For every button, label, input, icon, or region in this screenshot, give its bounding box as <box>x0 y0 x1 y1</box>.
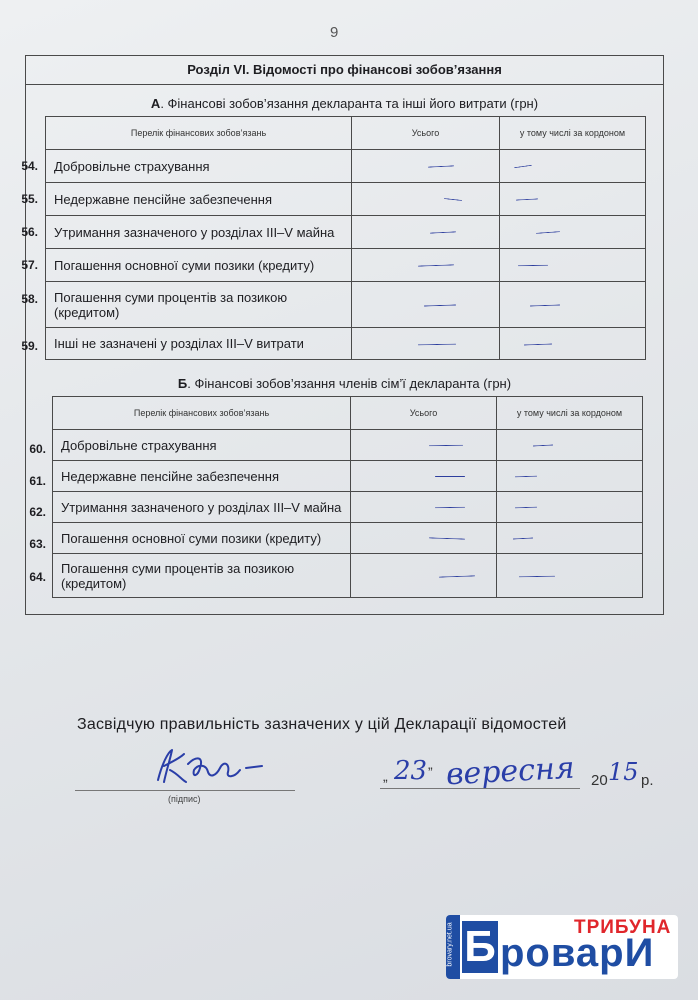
dash-mark <box>530 304 560 306</box>
dash-mark <box>435 476 465 477</box>
row-label: Добровільне страхування <box>46 150 352 183</box>
table-row <box>53 554 643 598</box>
table-row <box>53 523 643 554</box>
date-day: 23 <box>394 756 428 786</box>
part-a-letter: А <box>150 96 161 111</box>
dash-mark <box>429 445 463 447</box>
logo-side-strip <box>446 915 460 979</box>
year-end: р. <box>641 772 654 789</box>
dash-mark <box>514 165 532 168</box>
part-b-table <box>52 396 643 598</box>
dash-mark <box>428 165 454 167</box>
abroad-cell <box>500 216 646 249</box>
total-cell <box>351 430 497 461</box>
certification-text: Засвідчую правильність зазначених у цій Декларації відомостей <box>77 716 567 733</box>
date-line <box>380 788 580 789</box>
header-list: Перелік фінансових зобов’язань <box>46 117 352 150</box>
signature-line <box>75 790 295 791</box>
page-number: 9 <box>330 24 339 41</box>
abroad-cell <box>497 430 643 461</box>
dash-mark <box>429 537 465 539</box>
row-number: 56. <box>21 225 38 239</box>
header-total: Усього <box>352 117 500 150</box>
header-abroad: у тому числі за кордоном <box>497 397 643 430</box>
dash-mark <box>533 444 553 446</box>
total-cell <box>352 328 500 360</box>
abroad-cell <box>497 554 643 598</box>
table-row <box>46 282 646 328</box>
row-number: 55. <box>21 192 38 206</box>
abroad-cell <box>497 461 643 492</box>
row-label: Недержавне пенсійне забезпечення <box>46 183 352 216</box>
part-b-letter: Б <box>177 376 188 391</box>
row-label: Добровільне страхування <box>53 430 351 461</box>
year-prefix: 20 <box>591 772 608 789</box>
row-label: Погашення основної суми позики (кредиту) <box>46 249 352 282</box>
abroad-cell <box>500 249 646 282</box>
abroad-cell <box>500 328 646 360</box>
logo-site: brovary.net.ua <box>446 922 454 967</box>
date-close-quote: ” <box>428 764 433 780</box>
abroad-cell <box>497 492 643 523</box>
row-label: Погашення основної суми позики (кредиту) <box>53 523 351 554</box>
total-cell <box>351 492 497 523</box>
row-label: Інші не зазначені у розділах III–V витрати <box>46 328 352 360</box>
row-number: 63. <box>29 537 46 551</box>
dash-mark <box>439 575 475 577</box>
table-row <box>46 216 646 249</box>
row-number: 61. <box>29 474 46 488</box>
abroad-cell <box>500 282 646 328</box>
dash-mark <box>444 198 462 201</box>
signature-caption: (підпис) <box>168 794 201 804</box>
part-b-title-text: . Фінансові зобов’язання членів сім’ї декларанта (грн) <box>187 376 512 391</box>
table-row <box>53 430 643 461</box>
header-list: Перелік фінансових зобов’язань <box>53 397 351 430</box>
logo-letter: Б <box>462 921 498 973</box>
abroad-cell <box>500 150 646 183</box>
logo-main-text: роварИ <box>500 931 655 975</box>
table-row <box>46 249 646 282</box>
row-number: 57. <box>21 258 38 272</box>
row-label: Утримання зазначеного у розділах III–V майна <box>46 216 352 249</box>
dash-mark <box>435 507 465 509</box>
row-number: 62. <box>29 505 46 519</box>
section-frame <box>21 55 664 615</box>
total-cell <box>352 249 500 282</box>
dash-mark <box>516 198 538 200</box>
dash-mark <box>515 476 537 478</box>
dash-mark <box>424 304 456 306</box>
dash-mark <box>430 231 456 233</box>
row-number: 59. <box>21 339 38 353</box>
table-row <box>46 328 646 360</box>
row-number: 54. <box>21 159 38 173</box>
header-total: Усього <box>351 397 497 430</box>
year-suffix: 15 <box>608 758 639 786</box>
date-month: вересня <box>445 750 576 793</box>
total-cell <box>351 461 497 492</box>
abroad-cell <box>500 183 646 216</box>
part-b-title <box>26 376 663 391</box>
dash-mark <box>515 507 537 509</box>
part-a-table <box>45 116 646 360</box>
table-row <box>53 492 643 523</box>
total-cell <box>352 216 500 249</box>
dash-mark <box>418 343 456 345</box>
total-cell <box>351 554 497 598</box>
total-cell <box>352 282 500 328</box>
dash-mark <box>518 265 548 267</box>
part-a-title-text: . Фінансові зобов’язання декларанта та інші його витрати (грн) <box>160 96 539 111</box>
part-a-header-row <box>46 117 646 150</box>
dash-mark <box>513 537 533 539</box>
dash-mark <box>519 575 555 577</box>
row-number: 58. <box>21 292 38 306</box>
table-row <box>46 150 646 183</box>
brovary-tribuna-logo <box>446 915 678 979</box>
table-row <box>46 183 646 216</box>
row-number: 60. <box>29 442 46 456</box>
dash-mark <box>524 343 552 345</box>
row-label: Погашення суми процентів за позикою (кредитом) <box>53 554 351 598</box>
dash-mark <box>418 264 454 266</box>
logo-top-text: ТРИБУНА <box>574 917 672 938</box>
section-title: Розділ VI. Відомості про фінансові зобов’язання <box>26 56 663 85</box>
date-open-quote: „ <box>383 768 388 784</box>
abroad-cell <box>497 523 643 554</box>
part-a-title <box>26 96 663 111</box>
total-cell <box>352 183 500 216</box>
total-cell <box>352 150 500 183</box>
row-label: Недержавне пенсійне забезпечення <box>53 461 351 492</box>
total-cell <box>351 523 497 554</box>
signature-icon <box>150 742 280 792</box>
row-label: Погашення суми процентів за позикою (кредитом) <box>46 282 352 328</box>
dash-mark <box>536 231 560 234</box>
table-row <box>53 461 643 492</box>
part-b-header-row <box>53 397 643 430</box>
row-number: 64. <box>29 570 46 584</box>
header-abroad: у тому числі за кордоном <box>500 117 646 150</box>
row-label: Утримання зазначеного у розділах III–V майна <box>53 492 351 523</box>
